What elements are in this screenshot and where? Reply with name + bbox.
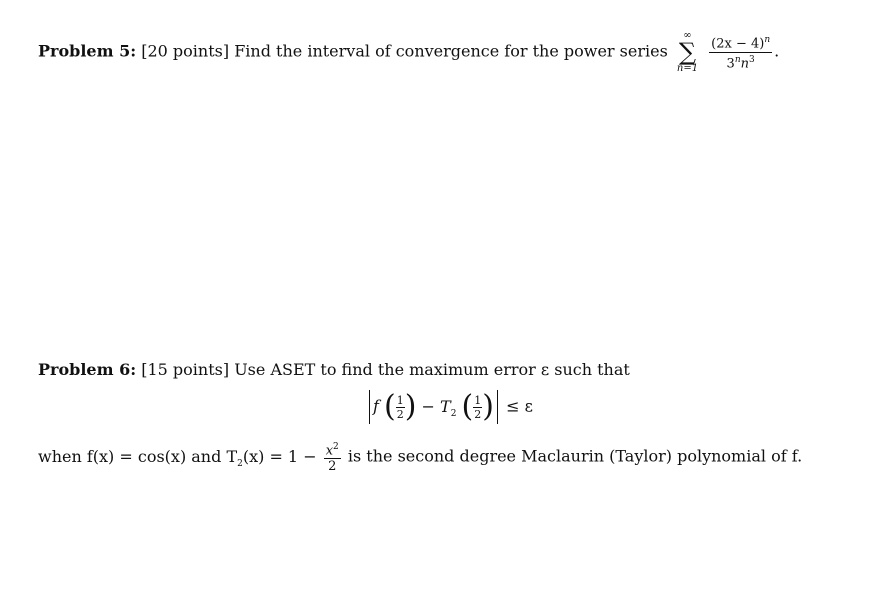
series-denominator: $3^nn^3$	[726, 54, 755, 71]
x-squared-over-two: $\frac{x^2}{2}$	[325, 442, 339, 475]
abs-bar-left	[369, 390, 370, 424]
problem-6-label: Problem 6:	[38, 360, 137, 379]
sum-lower-limit: n=1	[676, 63, 699, 74]
problem-5-label: Problem 5:	[38, 41, 137, 61]
eq-minus-T: − $T_2$	[421, 396, 457, 419]
problem-5-period: .	[774, 41, 780, 61]
half-fraction-2: $\frac{1}{2}$	[474, 393, 482, 421]
problem-6-condition	[38, 440, 802, 474]
problem-6-points: [15 points]	[141, 360, 230, 379]
problem-5-points: [20 points]	[141, 41, 230, 61]
problem-6	[38, 360, 630, 379]
eq-f: f	[373, 396, 379, 416]
eq-le-epsilon: ≤ ε	[506, 396, 533, 416]
condition-part-c: is the second degree Maclaurin (Taylor) polynomial of f.	[347, 446, 803, 466]
series-term-fraction	[709, 33, 772, 71]
sigma-icon: ∑	[678, 38, 697, 66]
series-numerator: $(2x - 4)^n$	[711, 35, 771, 52]
condition-part-a: when f(x) = cos(x) and $T_2(x) = 1$ −	[38, 446, 317, 469]
abs-bar-right	[497, 390, 498, 424]
half-fraction-1: $\frac{1}{2}$	[396, 393, 404, 421]
error-inequality: f ( $\frac{1}{2}$ ) − $T_2$ ( $\frac{1}{2}$ ) ≤ ε	[366, 390, 533, 424]
problem-5	[38, 30, 779, 74]
sum-upper-limit: ∞	[683, 30, 692, 41]
problem-6-text: Use ASET to find the maximum error ε such that	[234, 360, 630, 379]
summation-symbol	[677, 30, 698, 74]
problem-5-text: Find the interval of convergence for the power series	[234, 41, 668, 61]
